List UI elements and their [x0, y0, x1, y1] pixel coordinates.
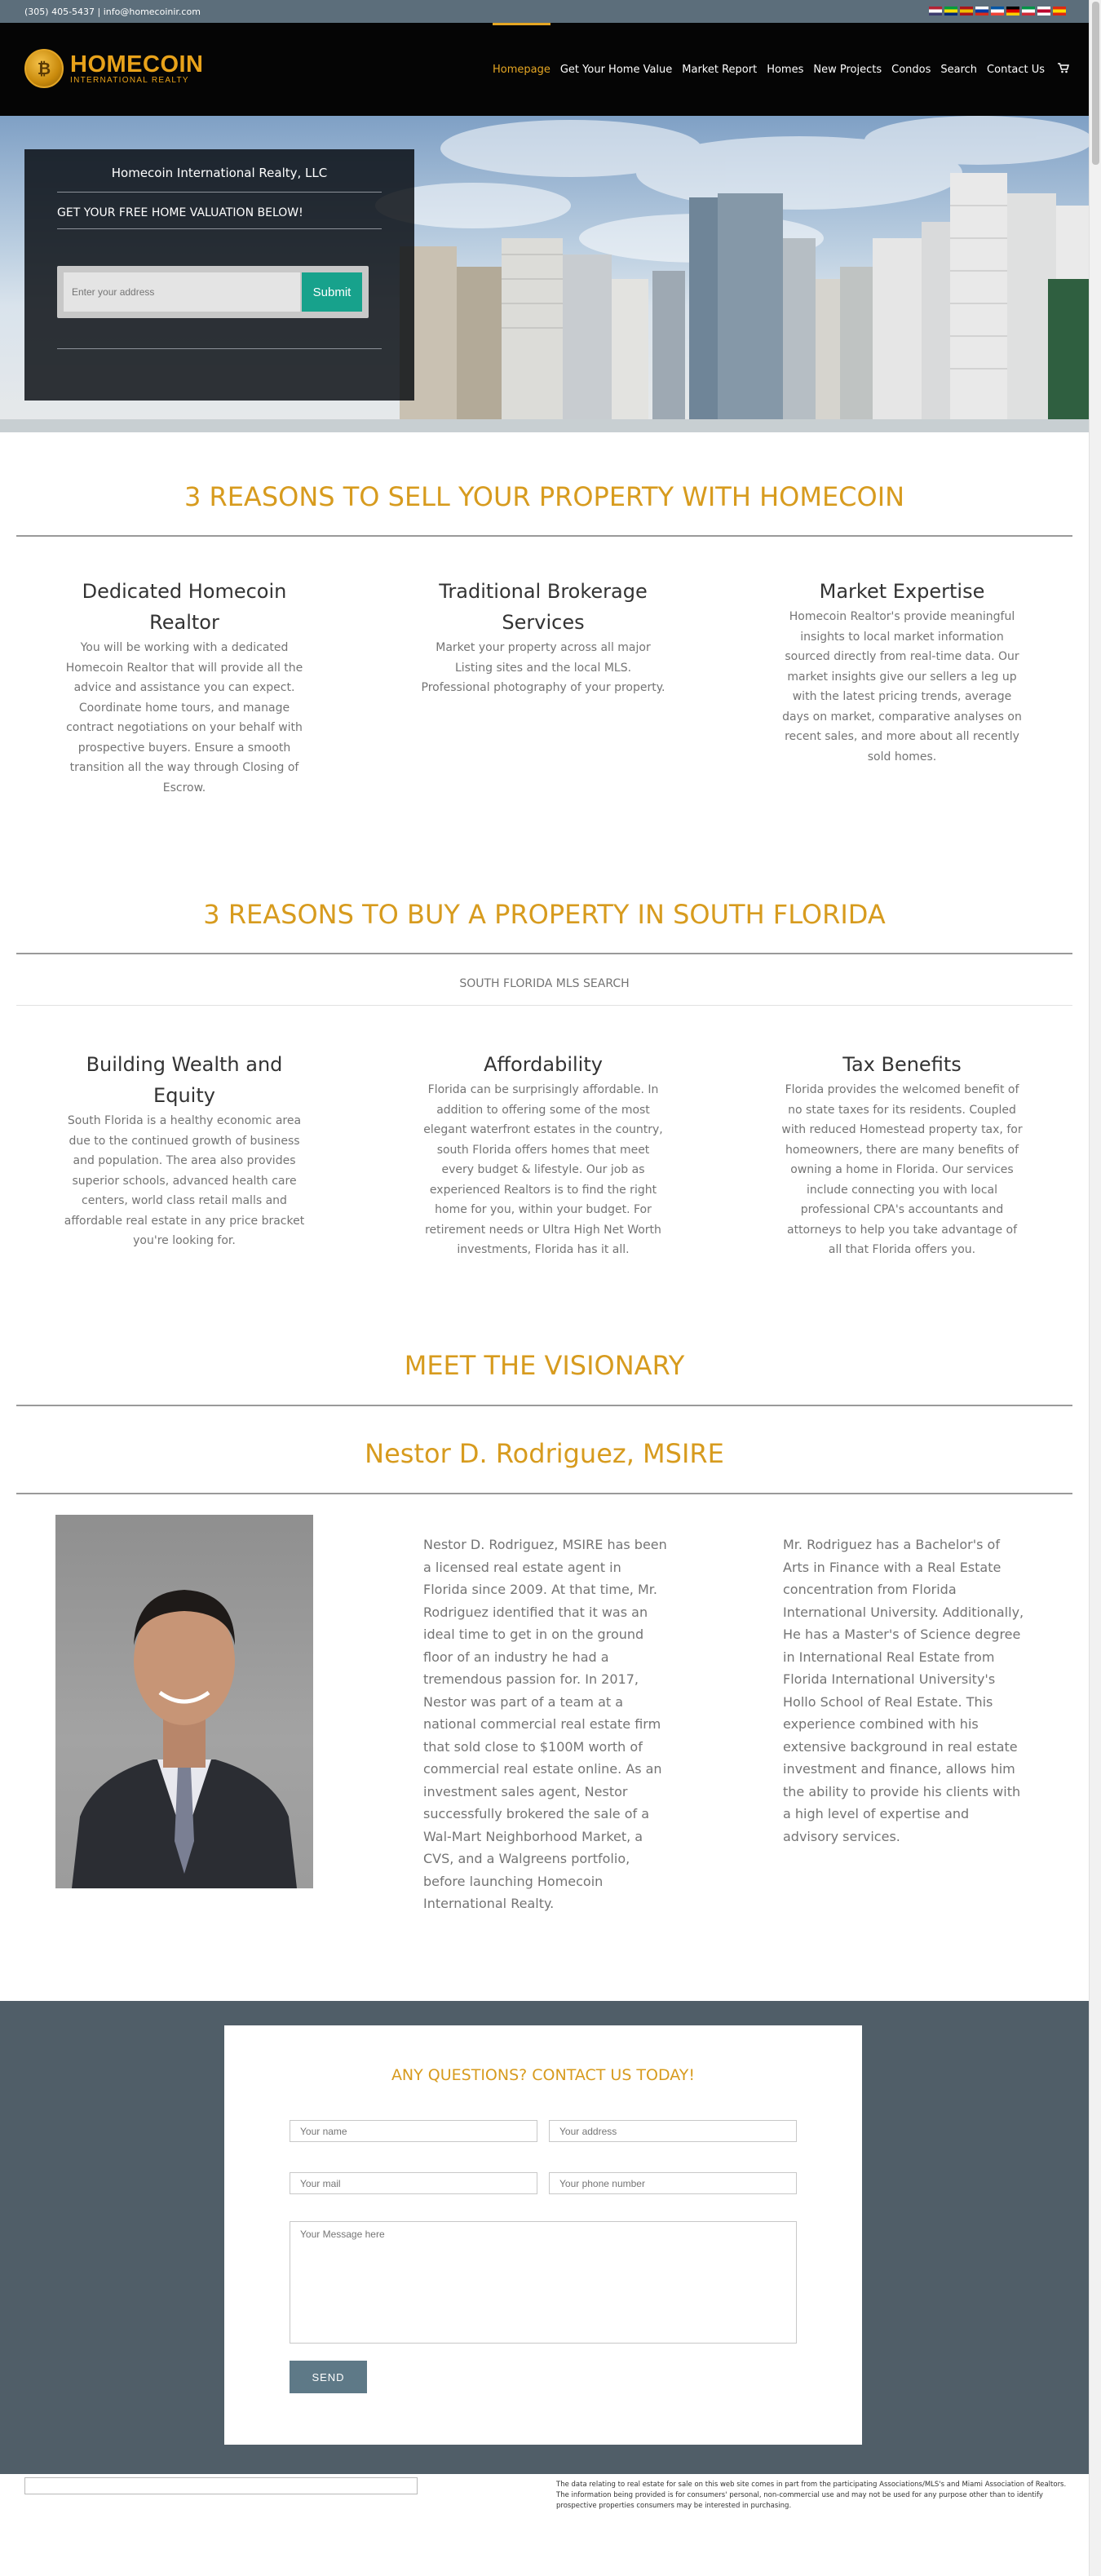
mls-search-link[interactable]: SOUTH FLORIDA MLS SEARCH	[459, 977, 630, 990]
sell-text-2: Market your property across all major Listing sites and the local MLS. Professional photography of your property.	[421, 641, 665, 694]
us-flag-icon[interactable]	[929, 7, 942, 15]
sell-heading-2: Traditional Brokerage Services	[439, 580, 648, 634]
submit-button[interactable]: Submit	[302, 272, 362, 312]
nav-new-projects[interactable]: New Projects	[813, 63, 882, 76]
nav-search[interactable]: Search	[940, 63, 978, 76]
buy-heading-3: Tax Benefits	[842, 1053, 962, 1076]
hero-subtitle: GET YOUR FREE HOME VALUATION BELOW!	[57, 206, 303, 219]
nav-homes[interactable]: Homes	[767, 63, 804, 76]
logo-title: HOMECOIN	[70, 51, 204, 77]
mls-disclaimer: The data relating to real estate for sale on this web site comes in part from the participating Associations/MLS's and Miami Association of Realtors. The information being provided is for consumers' personal, non-commercial use and may not be used for any purpose other than to identify prospective properties consumers may be interested in purchasing.	[556, 2481, 1067, 2510]
send-button[interactable]: SEND	[290, 2361, 367, 2393]
visionary-name: Nestor D. Rodriguez, MSIRE	[365, 1438, 724, 1469]
nav-contact-us[interactable]: Contact Us	[987, 63, 1046, 76]
top-bar	[0, 0, 1089, 23]
phone-field[interactable]	[549, 2172, 797, 2194]
fr-flag-icon[interactable]	[991, 7, 1004, 15]
section-divider	[16, 1493, 1072, 1494]
message-field[interactable]	[290, 2221, 797, 2344]
sell-section-title: 3 REASONS TO SELL YOUR PROPERTY WITH HOMECOIN	[184, 481, 905, 512]
email-field[interactable]	[290, 2172, 537, 2194]
buy-text-3: Florida provides the welcomed benefit of no state taxes for its residents. Coupled with reduced Homestead property tax, for homeowners, there are many benefits of owning a home in Florida. Our services include connecting you with local professional CPA's accountants and attorneys to help you take advantage of all that Florida offers you.	[781, 1083, 1023, 1256]
nav-get-your-home-value[interactable]: Get Your Home Value	[559, 63, 673, 76]
sell-column-3	[780, 576, 1024, 767]
br-flag-icon[interactable]	[944, 7, 957, 15]
divider	[57, 228, 382, 229]
sell-column-1	[62, 576, 307, 798]
bio-right: Mr. Rodriguez has a Bachelor's of Arts in Finance with a Real Estate concentration from Florida International University. Additionally, He has a Master's of Science degree in International Real Estate from Florida International University's Hollo School of Real Estate. This experience combined with his extensive background in real estate investment and finance, allows him the ability to provide his clients with a high level of expertise and advisory services.	[783, 1537, 1024, 1844]
scrollbar-thumb[interactable]	[1092, 2, 1099, 165]
es-flag-icon[interactable]	[960, 7, 973, 15]
buy-text-2: Florida can be surprisingly affordable. In addition to offering some of the most elegant waterfront estates in the country, south Florida offers homes that meet every budget & lifestyle. Our job as experienced Realtors is to find the right home for you, within your budget. For retirement needs or Ultra High Net Worth investments, Florida has it all.	[423, 1083, 663, 1256]
it-flag-icon[interactable]	[1022, 7, 1035, 15]
section-divider	[16, 953, 1072, 954]
broken-image-placeholder	[24, 2477, 418, 2494]
sell-text-3: Homecoin Realtor's provide meaningful insights to local market information sourced directly from real-time data. Our market insights give our sellers a leg up with the latest pricing trends, average days on market, comparative analyses on recent sales, and more about all recently sold homes.	[782, 610, 1022, 764]
divider	[16, 1005, 1072, 1006]
main-nav	[493, 23, 1069, 116]
buy-column-2	[421, 1049, 665, 1260]
logo-subtitle: INTERNATIONAL REALTY	[70, 76, 189, 85]
address-search-form	[57, 266, 369, 318]
hero-banner	[0, 116, 1089, 432]
language-flags	[929, 7, 1066, 15]
section-divider	[16, 535, 1072, 537]
divider	[57, 348, 382, 349]
ru-flag-icon[interactable]	[975, 7, 988, 15]
nav-condos[interactable]: Condos	[891, 63, 931, 76]
address-input[interactable]	[64, 272, 300, 312]
nav-market-report[interactable]: Market Report	[682, 63, 758, 76]
name-input[interactable]	[290, 2120, 537, 2142]
buy-section-title: 3 REASONS TO BUY A PROPERTY IN SOUTH FLORIDA	[203, 899, 886, 930]
bio-left: Nestor D. Rodriguez, MSIRE has been a licensed real estate agent in Florida since 2009. At that time, Mr. Rodriguez identified that it was an ideal time to get in on the ground floor of an industry he had a tremendous passion for. In 2017, Nestor was part of a team at a national commercial real estate firm that sold close to $100M worth of commercial real estate online. As an investment sales agent, Nestor successfully brokered the sale of a Wal-Mart Neighborhood Market, a CVS, and a Walgreens portfolio, before launching Homecoin International Realty.	[423, 1537, 667, 1911]
agent-portrait	[55, 1515, 313, 1888]
valuation-panel	[24, 149, 414, 401]
de-flag-icon[interactable]	[1006, 7, 1019, 15]
nav-homepage[interactable]: Homepage	[493, 23, 550, 116]
sell-heading-3: Market Expertise	[819, 580, 985, 603]
cn-flag-icon[interactable]	[1053, 7, 1066, 15]
portrait-image	[55, 1515, 313, 1888]
page-scrollbar[interactable]	[1089, 0, 1101, 2576]
buy-column-3	[780, 1049, 1024, 1260]
buy-heading-1: Building Wealth and Equity	[86, 1053, 283, 1107]
buy-heading-2: Affordability	[484, 1053, 603, 1076]
buy-column-1	[62, 1049, 307, 1251]
address-field[interactable]	[549, 2120, 797, 2142]
divider	[57, 192, 382, 193]
sell-column-2	[421, 576, 665, 698]
site-logo[interactable]	[24, 49, 204, 88]
jp-flag-icon[interactable]	[1037, 7, 1050, 15]
section-divider	[16, 1405, 1072, 1406]
coin-logo-icon: ₿	[24, 49, 64, 88]
shopping-cart-icon[interactable]	[1058, 63, 1069, 77]
sell-text-1: You will be working with a dedicated Homecoin Realtor that will provide all the advice and assistance you can expect. Coordinate home tours, and manage contract negotiations on your behalf with prospective buyers. Ensure a smooth transition all the way through Closing of Escrow.	[65, 641, 303, 794]
contact-info[interactable]: (305) 405-5437 | info@homecoinir.com	[24, 7, 201, 17]
contact-form	[224, 2025, 862, 2445]
hero-title: Homecoin International Realty, LLC	[111, 166, 328, 180]
buy-text-1: South Florida is a healthy economic area due to the continued growth of business and population. The area also provides superior schools, advanced health care centers, world class retail malls and affordable real estate in any price bracket you're looking for.	[64, 1114, 305, 1247]
visionary-title: MEET THE VISIONARY	[404, 1350, 685, 1381]
contact-title: ANY QUESTIONS? CONTACT US TODAY!	[391, 2066, 696, 2084]
sell-heading-1: Dedicated Homecoin Realtor	[82, 580, 287, 634]
